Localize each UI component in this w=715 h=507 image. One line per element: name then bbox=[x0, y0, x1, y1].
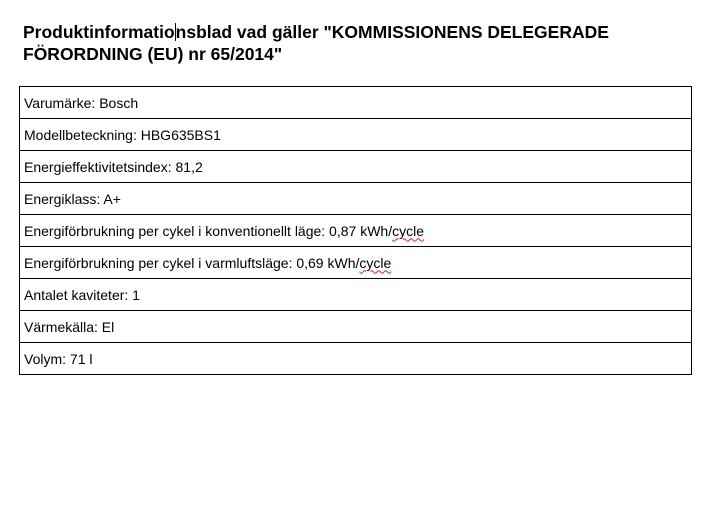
table-row bbox=[20, 311, 692, 343]
table-row bbox=[20, 119, 692, 151]
row-conventional-consumption bbox=[20, 215, 692, 247]
row-fan-consumption bbox=[20, 247, 692, 279]
row-heat-source: Värmekälla: El bbox=[20, 311, 692, 343]
row-volume: Volym: 71 l bbox=[20, 343, 692, 375]
row-conventional-text: Energiförbrukning per cykel i konventionellt läge: 0,87 kWh/ bbox=[24, 222, 393, 239]
table-row bbox=[20, 215, 692, 247]
row-fan-text: Energiförbrukning per cykel i varmluftsläge: 0,69 kWh/ bbox=[24, 254, 360, 271]
spellcheck-flagged-word[interactable]: cycle bbox=[392, 222, 424, 239]
table-row bbox=[20, 343, 692, 375]
row-brand: Varumärke: Bosch bbox=[20, 87, 692, 119]
table-row bbox=[20, 87, 692, 119]
table-row bbox=[20, 279, 692, 311]
spellcheck-flagged-word[interactable]: cycle bbox=[359, 254, 392, 271]
row-cavities: Antalet kaviteter: 1 bbox=[20, 279, 692, 311]
table-row bbox=[20, 183, 692, 215]
title-text-part2: nsblad vad gäller "KOMMISSIONENS DELEGERADE FÖRORDNING (EU) nr 65/2014" bbox=[23, 22, 609, 64]
table-row bbox=[20, 247, 692, 279]
title-text-part1: Produktinformatio bbox=[23, 22, 175, 42]
product-info-table bbox=[19, 86, 692, 375]
row-efficiency-index: Energieffektivitetsindex: 81,2 bbox=[20, 151, 692, 183]
document-title bbox=[23, 21, 683, 65]
table-row bbox=[20, 151, 692, 183]
row-energy-class: Energiklass: A+ bbox=[20, 183, 692, 215]
row-model: Modellbeteckning: HBG635BS1 bbox=[20, 119, 692, 151]
